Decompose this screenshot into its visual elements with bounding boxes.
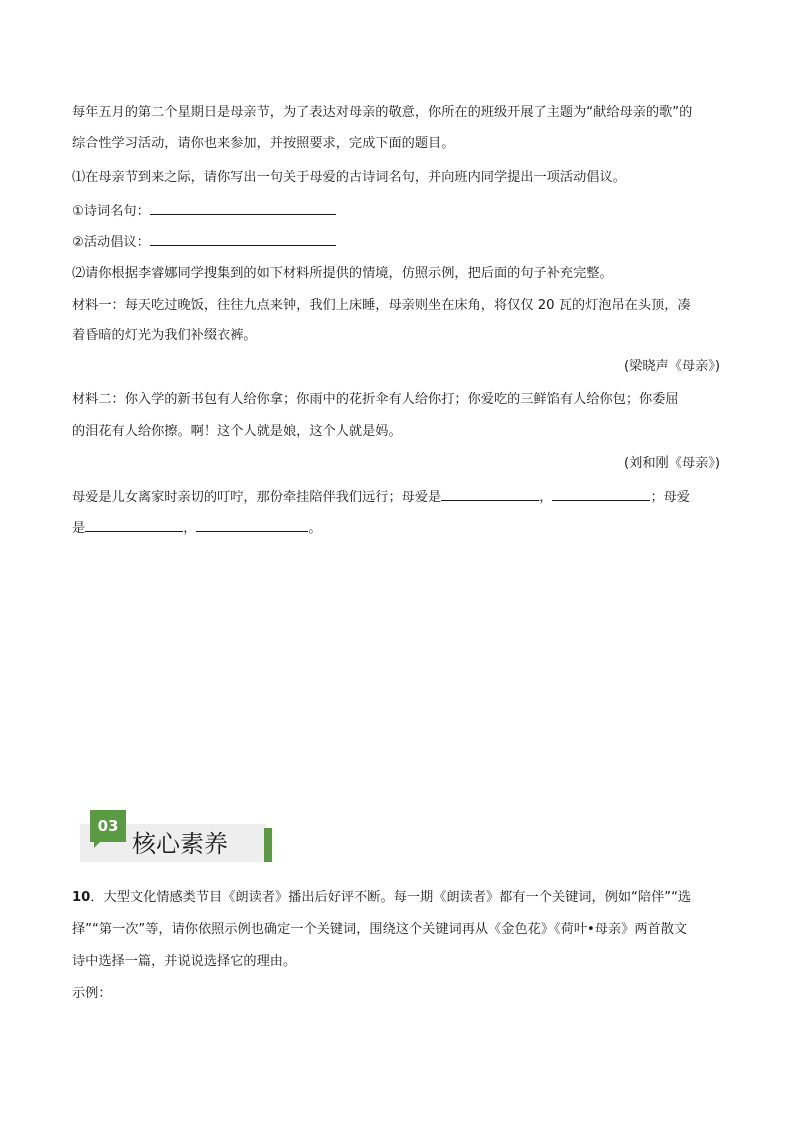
proposal-answer-blank[interactable]: [150, 231, 336, 246]
q1-item-poem: [72, 200, 722, 221]
fill-blank-4[interactable]: [196, 517, 308, 532]
section-accent-bar: [264, 828, 272, 862]
fill-blank-1[interactable]: [441, 486, 539, 501]
material2-line-1: 材料二：你入学的新书包有人给你拿；你雨中的花折伞有人给你打；你爱吃的三鲜馅有人给你包；你委屈: [72, 392, 679, 407]
section-number-badge: 03: [90, 810, 126, 842]
q10-example-label: 示例：: [72, 986, 112, 1001]
section-header-core-literacy: [80, 806, 276, 864]
material2-line-2: 的泪花有人给你擦。啊！这个人就是娘，这个人就是妈。: [72, 424, 402, 439]
q10-line-2: 择”“第一次”等，请你依照示例也确定一个关键词，围绕这个关键词再从《金色花》《荷叶•母亲》两首散文: [72, 922, 688, 937]
fill-blank-3[interactable]: [85, 517, 183, 532]
section-title: 核心素养: [132, 830, 228, 858]
intro-line-1: 每年五月的第二个星期日是母亲节，为了表达对母亲的敬意，你所在的班级开展了主题为“献给母亲的歌”的: [72, 105, 693, 120]
q10-number: 10: [72, 890, 91, 905]
material1-line-1: 材料一：每天吃过晚饭，往往九点来钟，我们上床睡，母亲则坐在床角，将仅仅 20 瓦的灯泡吊在头顶，凑: [72, 298, 691, 313]
material1-source: (梁晓声《母亲》): [623, 359, 720, 374]
fill-text-2: 是: [72, 521, 86, 536]
q2-prompt: ⑵请你根据李睿娜同学搜集到的如下材料所提供的情境，仿照示例，把后面的句子补充完整。: [72, 266, 613, 281]
fill-line-2: [72, 517, 722, 538]
comma-2: ，: [183, 521, 197, 536]
fill-text-1: 母爱是儿女离家时亲切的叮咛，那份牵挂陪伴我们远行；母爱是: [72, 490, 442, 505]
fill-line-1: [72, 486, 722, 507]
period: 。: [308, 521, 322, 536]
q10-line-3: 诗中选择一篇，并说说选择它的理由。: [72, 954, 297, 969]
q1-item-proposal: [72, 231, 722, 252]
comma-1: ，: [539, 490, 553, 505]
material2-source: (刘和刚《母亲》): [623, 456, 720, 471]
proposal-label: ②活动倡议：: [72, 235, 150, 250]
fill-tail: ；母爱: [650, 490, 690, 505]
intro-line-2: 综合性学习活动，请你也来参加，并按照要求，完成下面的题目。: [72, 136, 455, 151]
fill-blank-2[interactable]: [552, 486, 650, 501]
material1-line-2: 着昏暗的灯光为我们补缀衣裤。: [72, 328, 257, 343]
q10-text-1: ．大型文化情感类节目《朗读者》播出后好评不断。每一期《朗读者》都有一个关键词，例如“陪伴”“选: [90, 890, 692, 905]
poem-label: ①诗词名句：: [72, 204, 150, 219]
poem-answer-blank[interactable]: [150, 200, 336, 215]
q1-prompt: ⑴在母亲节到来之际，请你写出一句关于母爱的古诗词名句，并向班内同学提出一项活动倡议。: [72, 170, 626, 185]
q10-line-1: [72, 888, 722, 907]
